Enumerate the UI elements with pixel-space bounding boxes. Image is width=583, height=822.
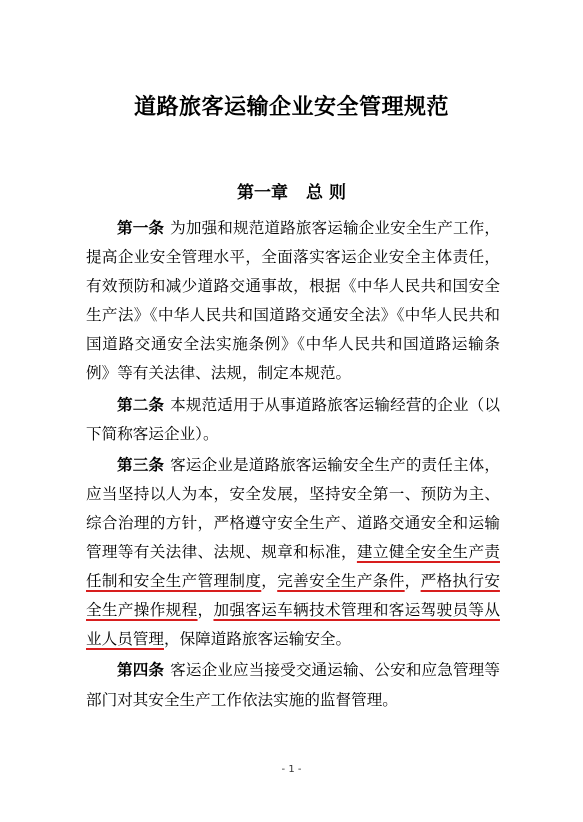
article-text: 客运企业是道路旅客运输安全生产的责任主体，应当坚持以人为本，安全发展，坚持安全第一、预防为主、综合治理的方针，严格遵守安全生产、道路交通安全和运输管理等有关法律、法规、规章和标准， [86,455,500,562]
article-text: 客运企业应当接受交通运输、公安和应急管理等部门对其安全生产工作依法实施的监督管理。 [86,661,500,709]
article-heading: 第四条 [117,660,165,680]
underlined-text: 建立健全安全生产责任制和安全生产管理制度 [86,543,500,591]
article-heading: 第二条 [117,394,165,414]
separator: ， [197,601,214,620]
underlined-text: 加强客运车辆技术管理和客运驾驶员等从业人员管理 [86,601,500,649]
document-body [86,213,500,716]
article-2 [86,390,500,449]
article-3 [86,450,500,655]
article-4 [86,655,500,714]
separator: ， [261,572,278,591]
chapter-number: 第一章 [237,183,289,203]
document-title: 道路旅客运输企业安全管理规范 [133,94,449,120]
separator: ， [404,572,421,591]
article-heading: 第一条 [117,218,165,237]
chapter-name: 总 则 [306,183,346,203]
article-text: 本规范适用于从事道路旅客运输经营的企业（以下简称客运企业）。 [86,395,500,443]
page-number: - 1 - [281,764,302,775]
underlined-text: 完善安全生产条件 [277,572,405,591]
article-heading: 第三条 [117,454,165,474]
underlined-text: 严格执行安全生产操作规程 [86,572,500,620]
article-text-tail: ，保障道路旅客运输安全。 [163,630,352,649]
article-text: 为加强和规范道路旅客运输企业安全生产工作，提高企业安全管理水平，全面落实客运企业安全主体责任，有效预防和减少道路交通事故，根据《中华人民共和国安全生产法》《中华人民共和国道路交通安全法》《中华人民共和国道路交通安全法实施条例》《中华人民共和国道路运输条例》等有关法律、法规，制定本规范。 [86,219,500,383]
chapter-heading [0,178,583,203]
article-1 [86,213,500,389]
